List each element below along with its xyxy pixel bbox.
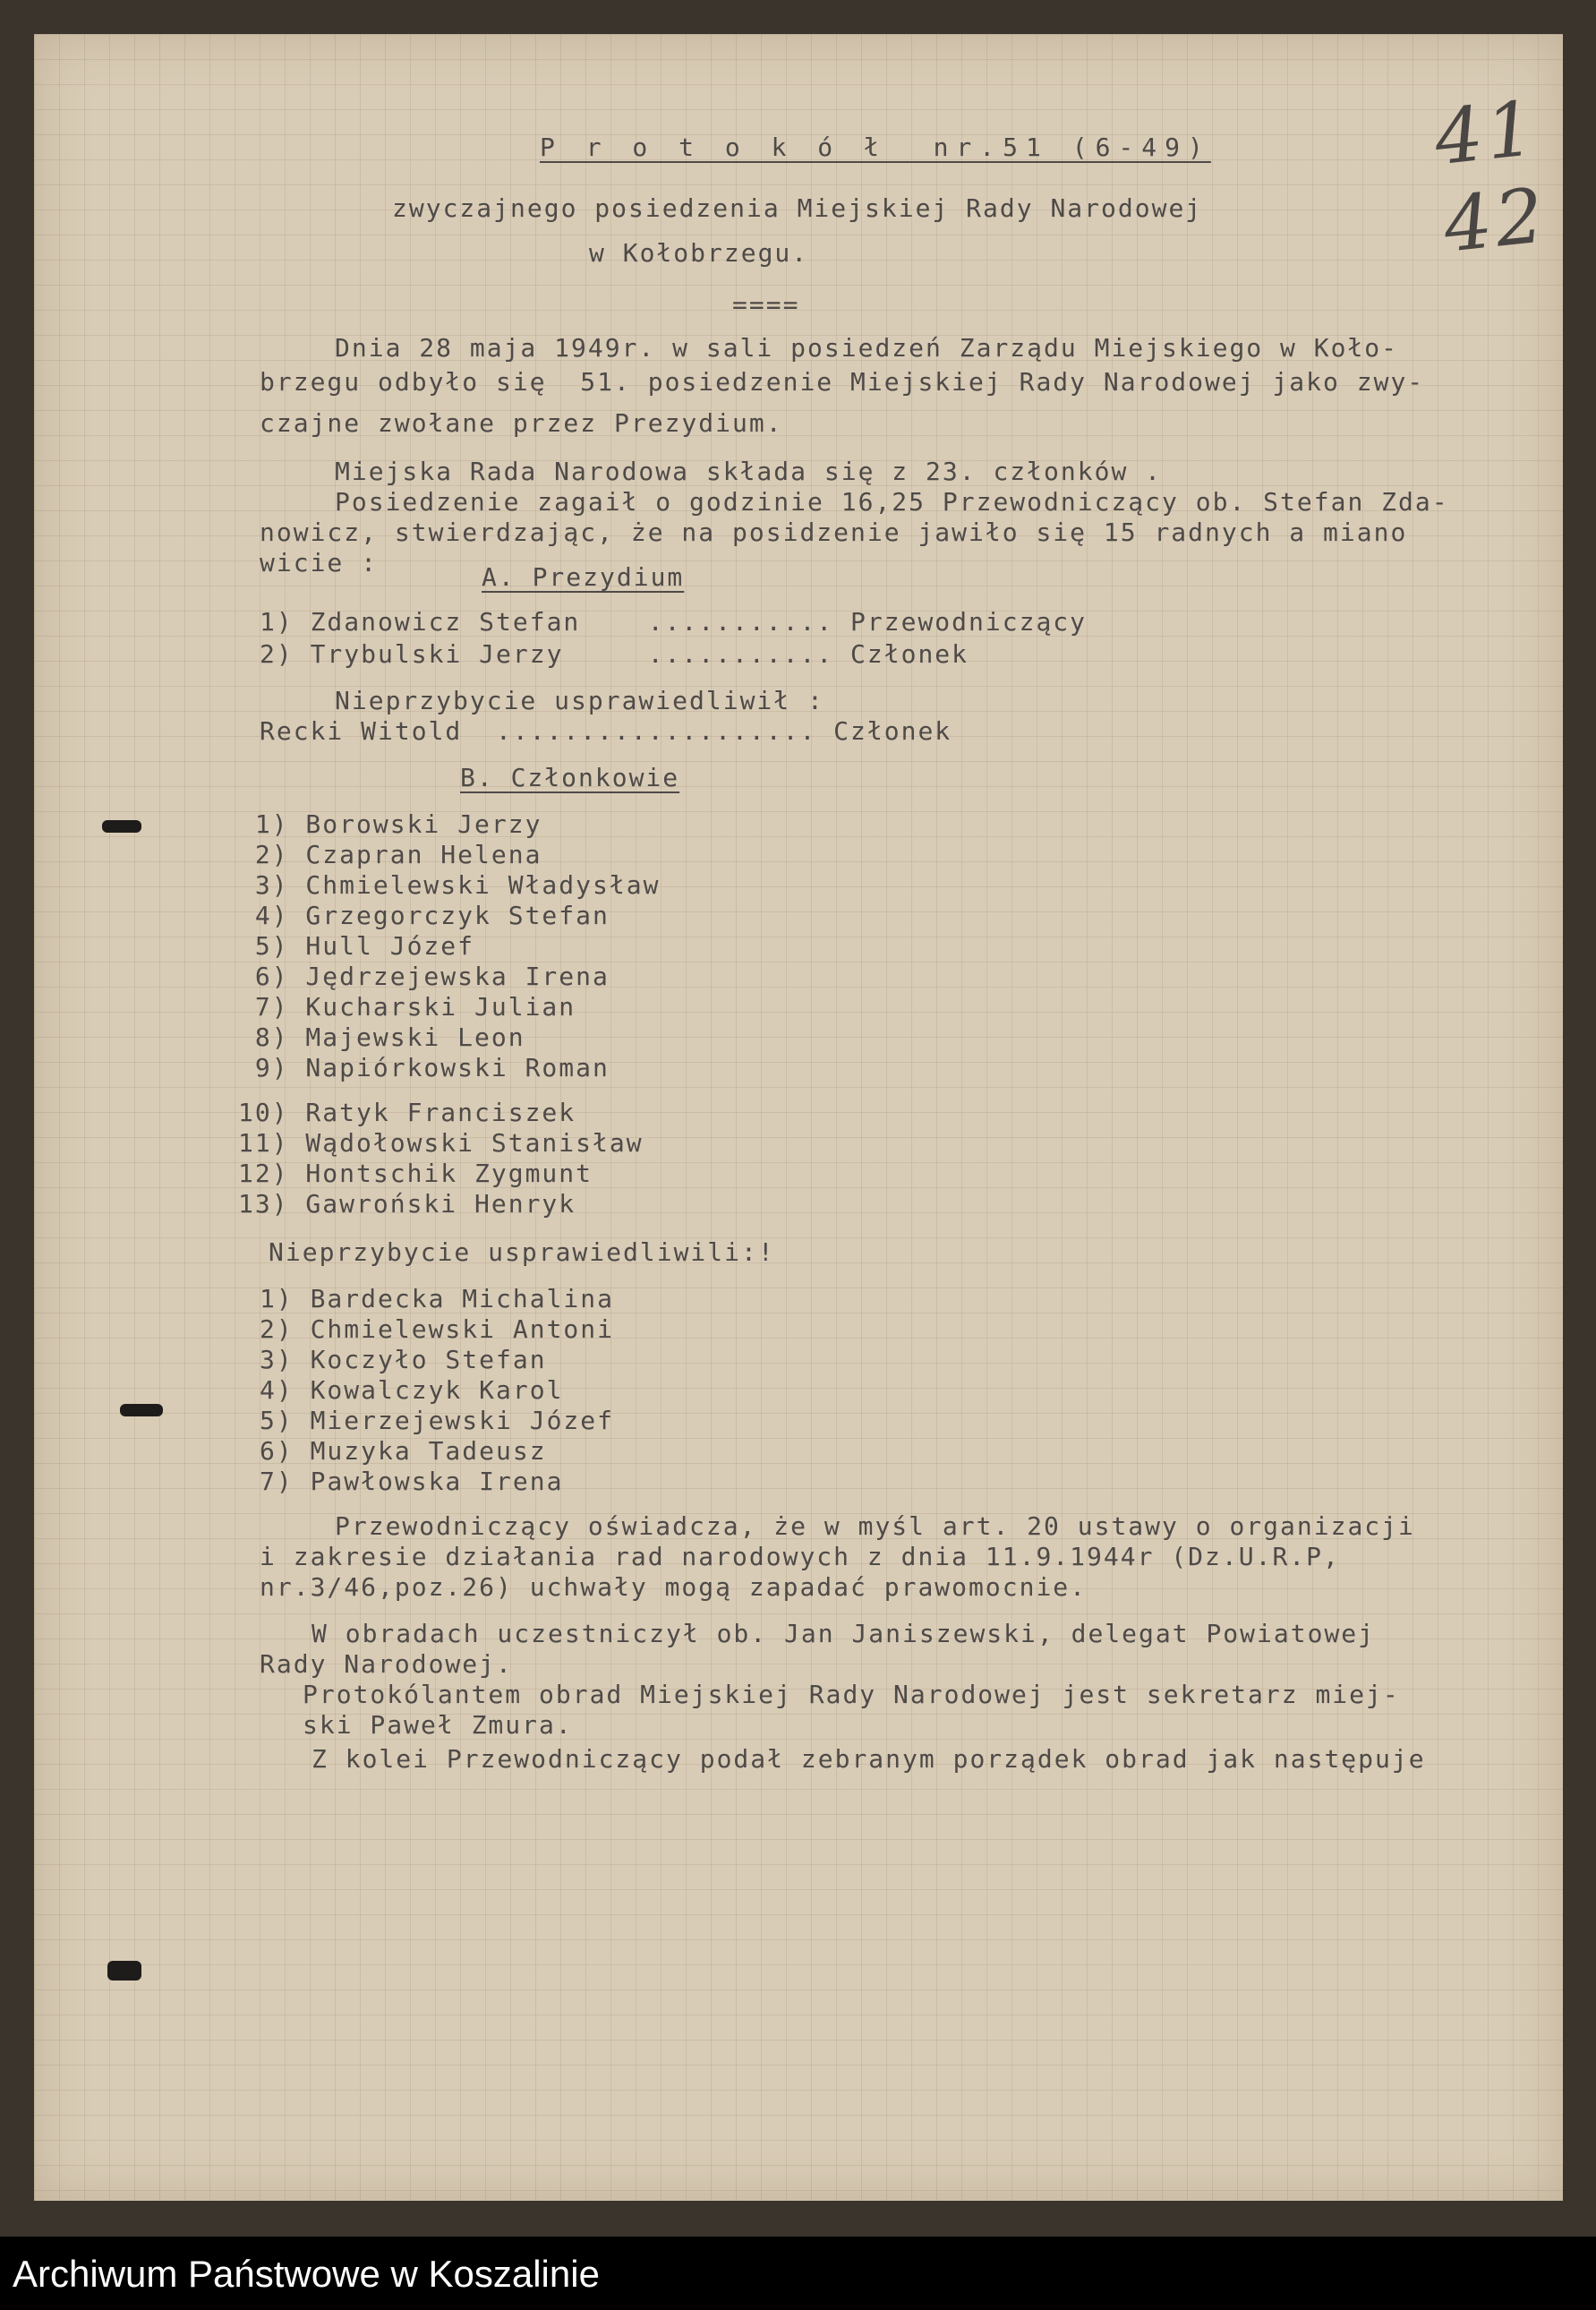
archive-footer bbox=[0, 2237, 1596, 2310]
paragraph-6-line-2: ski Paweł Zmura. bbox=[303, 1710, 573, 1740]
punch-mark-3 bbox=[107, 1961, 141, 1981]
member-item: 9) Napiórkowski Roman bbox=[238, 1053, 610, 1082]
absent-a-item: Recki Witold ................... Członek bbox=[260, 716, 952, 746]
document-page bbox=[34, 34, 1563, 2201]
prezydium-item-2: 2) Trybulski Jerzy ........... Członek bbox=[260, 639, 969, 669]
member-item: 6) Jędrzejewska Irena bbox=[238, 962, 610, 991]
member-item: 7) Kucharski Julian bbox=[238, 992, 576, 1022]
paragraph-3-line-3: wicie : bbox=[260, 548, 379, 578]
absent-b-header: Nieprzybycie usprawiedliwili:! bbox=[269, 1237, 775, 1267]
absent-b-item: 7) Pawłowska Irena bbox=[260, 1467, 564, 1496]
absent-b-item: 4) Kowalczyk Karol bbox=[260, 1375, 564, 1405]
paragraph-4-line-3: nr.3/46,poz.26) uchwały mogą zapadać prawomocnie. bbox=[260, 1572, 1088, 1602]
absent-b-item: 2) Chmielewski Antoni bbox=[260, 1314, 615, 1344]
paragraph-6-line-1: Protokólantem obrad Miejskiej Rady Narodowej jest sekretarz miej- bbox=[303, 1680, 1400, 1709]
member-item: 10) Ratyk Franciszek bbox=[238, 1098, 576, 1127]
paragraph-3-line-1: Posiedzenie zagaił o godzinie 16,25 Przewodniczący ob. Stefan Zda- bbox=[335, 487, 1449, 517]
absent-b-item: 5) Mierzejewski Józef bbox=[260, 1406, 615, 1435]
section-b-title: B. Członkowie bbox=[460, 763, 680, 792]
paragraph-5-line-2: Rady Narodowej. bbox=[260, 1649, 513, 1679]
punch-mark-2 bbox=[120, 1404, 163, 1416]
paragraph-1-line-2: brzegu odbyło się 51. posiedzenie Miejskiej Rady Narodowej jako zwy- bbox=[260, 367, 1425, 397]
member-item: 5) Hull Józef bbox=[238, 931, 475, 961]
prezydium-item-1: 1) Zdanowicz Stefan ........... Przewodniczący bbox=[260, 607, 1088, 637]
paragraph-2: Miejska Rada Narodowa składa się z 23. członków . bbox=[335, 457, 1163, 486]
member-item: 3) Chmielewski Władysław bbox=[238, 870, 661, 900]
separator: ==== bbox=[732, 290, 800, 320]
member-item: 8) Majewski Leon bbox=[238, 1022, 525, 1052]
member-item: 2) Czapran Helena bbox=[238, 840, 542, 869]
paragraph-1-line-1: Dnia 28 maja 1949r. w sali posiedzeń Zarządu Miejskiego w Koło- bbox=[335, 333, 1399, 363]
archive-name: Archiwum Państwowe w Koszalinie bbox=[13, 2253, 600, 2295]
section-a-title: A. Prezydium bbox=[482, 562, 685, 592]
absent-b-item: 6) Muzyka Tadeusz bbox=[260, 1436, 547, 1466]
paragraph-5-line-1: W obradach uczestniczył ob. Jan Janiszewski, delegat Powiatowej bbox=[312, 1619, 1376, 1648]
member-item: 4) Grzegorczyk Stefan bbox=[238, 901, 610, 930]
member-item: 1) Borowski Jerzy bbox=[238, 809, 542, 839]
document-title: P r o t o k ó ł nr.51 (6-49) bbox=[540, 133, 1211, 162]
punch-mark-1 bbox=[102, 820, 141, 833]
absent-a-header: Nieprzybycie usprawiedliwił : bbox=[335, 686, 824, 715]
member-item: 12) Hontschik Zygmunt bbox=[238, 1159, 593, 1188]
document-subtitle-2: w Kołobrzegu. bbox=[589, 238, 809, 268]
paragraph-7: Z kolei Przewodniczący podał zebranym porządek obrad jak następuje bbox=[312, 1744, 1426, 1774]
paragraph-4-line-1: Przewodniczący oświadcza, że w myśl art. 20 ustawy o organizacji bbox=[335, 1511, 1415, 1541]
paragraph-4-line-2: i zakresie działania rad narodowych z dnia 11.9.1944r (Dz.U.R.P, bbox=[260, 1542, 1340, 1571]
absent-b-item: 3) Koczyło Stefan bbox=[260, 1345, 547, 1374]
handwritten-page-number: 41 42 bbox=[1430, 83, 1551, 270]
paragraph-3-line-2: nowicz, stwierdzając, że na posidzenie jawiło się 15 radnych a miano bbox=[260, 518, 1408, 547]
paragraph-1-line-3: czajne zwołane przez Prezydium. bbox=[260, 408, 783, 438]
member-item: 11) Wądołowski Stanisław bbox=[238, 1128, 644, 1158]
document-subtitle-1: zwyczajnego posiedzenia Miejskiej Rady Narodowej bbox=[392, 193, 1203, 223]
absent-b-item: 1) Bardecka Michalina bbox=[260, 1284, 615, 1313]
member-item: 13) Gawroński Henryk bbox=[238, 1189, 576, 1219]
